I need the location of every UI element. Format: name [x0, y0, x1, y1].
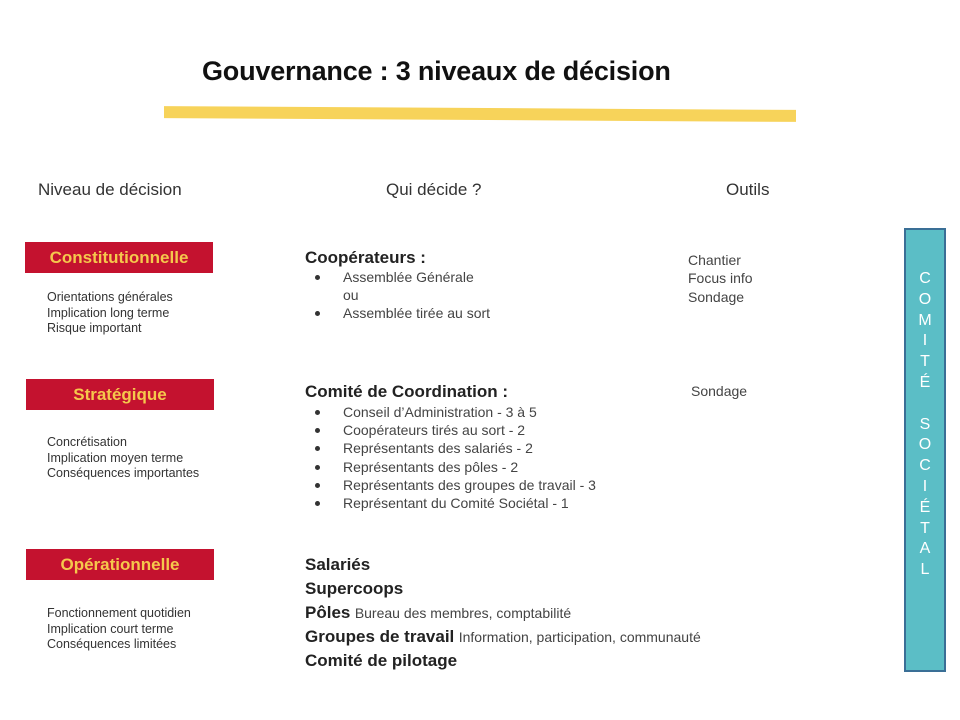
side-letter: C [919, 270, 931, 287]
side-letter: O [918, 290, 932, 308]
tool-item: Sondage [688, 288, 745, 305]
list-item [305, 625, 701, 649]
level-description-line: Risque important [47, 321, 142, 335]
side-letter: L [920, 561, 930, 579]
side-letter: A [919, 540, 931, 558]
side-letter: T [920, 353, 930, 371]
list-item: Assemblée tirée au sort [313, 304, 490, 322]
list-item: ou [343, 287, 359, 304]
side-letter: I [922, 477, 928, 495]
list-item [305, 601, 701, 625]
side-letter: O [918, 436, 932, 454]
column-header-who: Qui décide ? [386, 180, 482, 199]
list-item: Assemblée Générale [313, 268, 490, 286]
list-item: Représentants des pôles - 2 [313, 458, 596, 476]
actor-name: Groupes de travail [305, 627, 455, 646]
who-title-constitutionnelle: Coopérateurs : [305, 248, 426, 267]
side-letter: É [919, 373, 931, 391]
actor-name: Supercoops [305, 579, 404, 598]
level-badge-operationnelle: Opérationnelle [26, 549, 214, 580]
list-item [305, 577, 701, 601]
level-description-line: Conséquences importantes [47, 466, 200, 480]
who-list-constitutionnelle [313, 268, 490, 323]
actor-name: Salariés [305, 555, 371, 574]
side-letter: T [920, 519, 930, 537]
list-item: Représentants des salariés - 2 [313, 439, 596, 457]
level-description-strategique [47, 435, 199, 482]
column-header-tools: Outils [726, 180, 770, 199]
level-description-line: Implication moyen terme [47, 450, 184, 465]
page-title: Gouvernance : 3 niveaux de décision [202, 56, 671, 86]
side-letter: C [919, 457, 931, 475]
side-letter: I [922, 332, 928, 350]
list-item: Représentant du Comité Sociétal - 1 [313, 494, 596, 512]
level-description-line: Fonctionnement quotidien [47, 606, 191, 620]
level-description-line: Conséquences limitées [47, 637, 177, 651]
actor-note: Bureau des membres, comptabilité [354, 605, 572, 621]
column-header-level: Niveau de décision [38, 180, 182, 199]
list-item: Coopérateurs tirés au sort - 2 [313, 421, 596, 439]
title-underline [164, 106, 796, 122]
actor-name: Comité de pilotage [305, 651, 458, 670]
tools-constitutionnelle [688, 251, 753, 306]
tool-item: Sondage [691, 383, 748, 399]
level-badge-constitutionnelle: Constitutionnelle [25, 242, 213, 273]
level-description-line: Implication court terme [47, 621, 174, 636]
level-description-line: Implication long terme [47, 305, 170, 320]
tool-item: Chantier [688, 252, 741, 268]
comite-societal-box [904, 228, 946, 672]
level-badge-strategique: Stratégique [26, 379, 214, 410]
list-item [305, 649, 701, 673]
list-item [305, 553, 701, 577]
who-list-strategique [313, 403, 596, 512]
side-letter: É [919, 498, 931, 516]
level-description-line: Orientations générales [47, 290, 173, 304]
level-description-constitutionnelle [47, 290, 173, 337]
side-letter: M [918, 311, 932, 329]
actor-name: Pôles [305, 603, 351, 622]
tool-item: Focus info [688, 270, 753, 287]
list-item: Conseil d’Administration - 3 à 5 [313, 403, 596, 421]
operational-actors-list [305, 553, 701, 673]
level-description-operationnelle [47, 606, 191, 653]
who-title-strategique: Comité de Coordination : [305, 382, 509, 401]
side-letter: S [919, 415, 931, 433]
list-item: Représentants des groupes de travail - 3 [313, 476, 596, 494]
tools-strategique [691, 382, 747, 400]
actor-note: Information, participation, communauté [458, 629, 701, 645]
comite-societal-label [906, 269, 944, 581]
level-description-line: Concrétisation [47, 435, 127, 449]
